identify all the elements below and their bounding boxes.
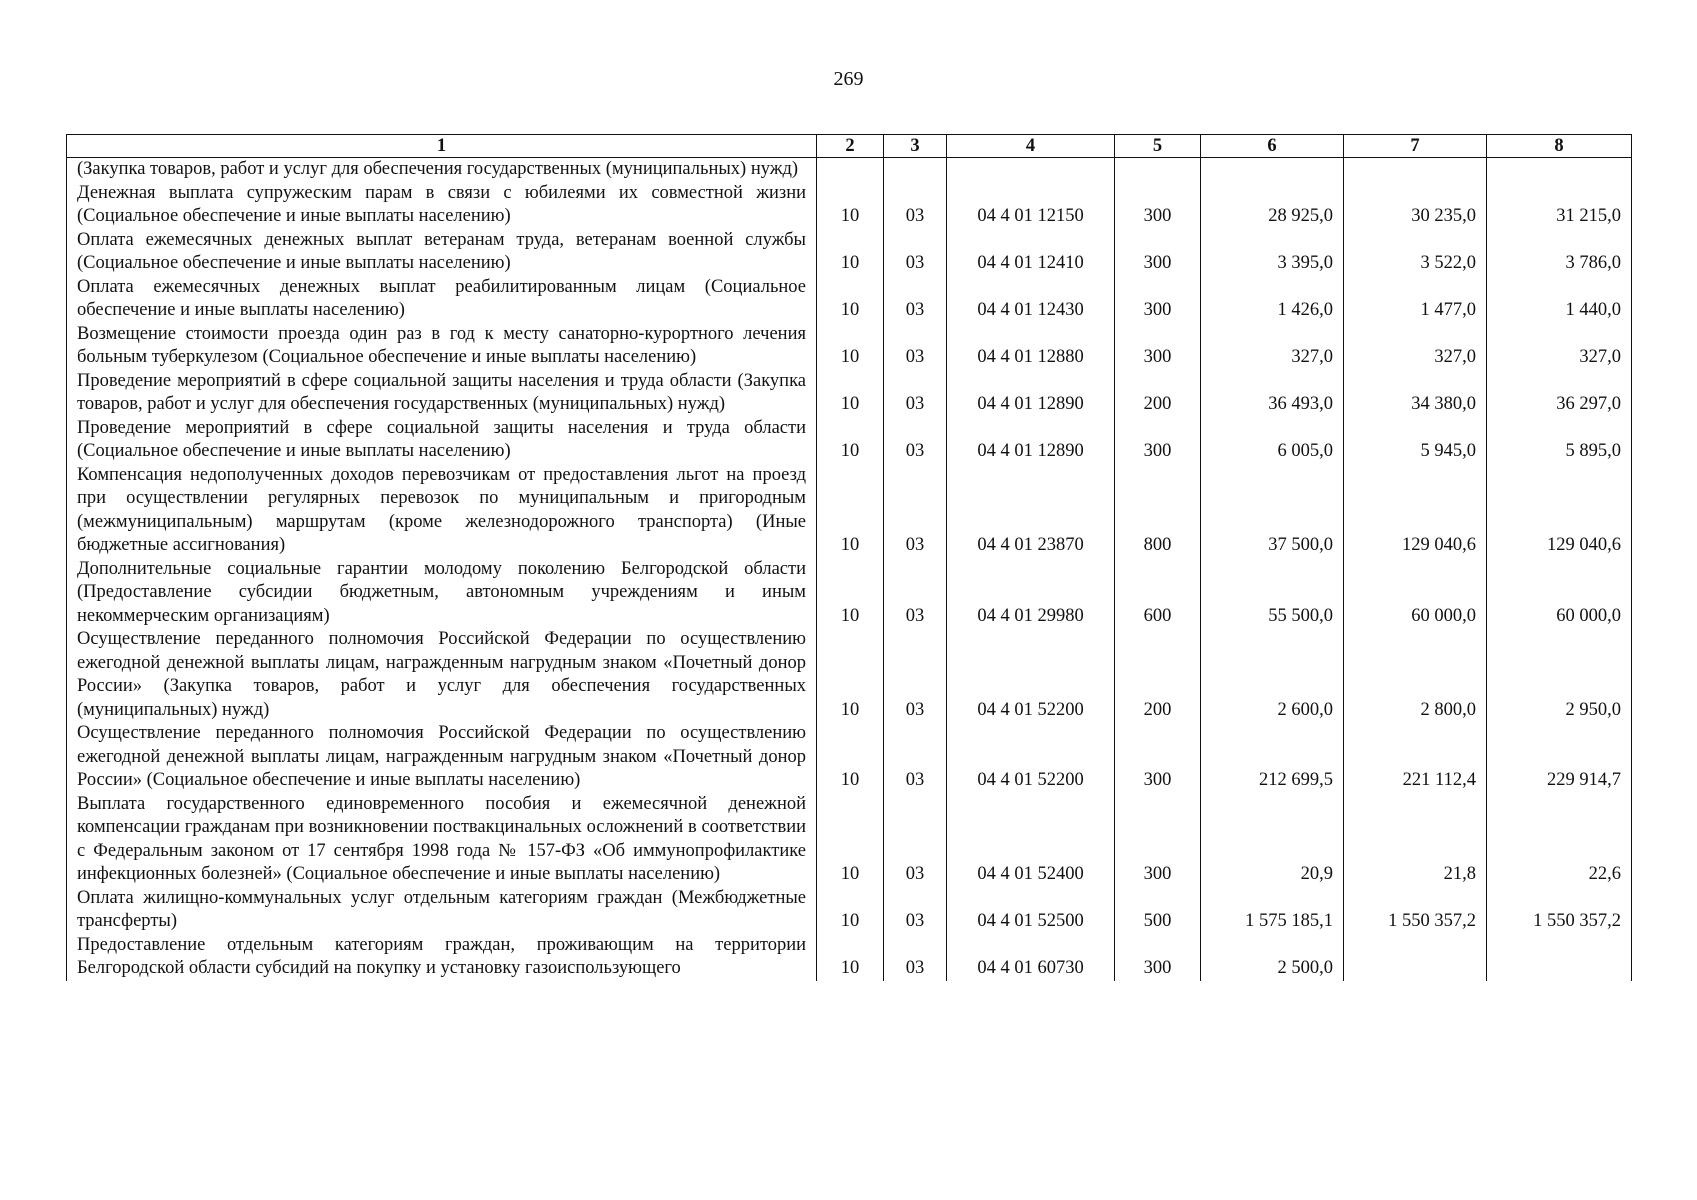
row-name-cell: Проведение мероприятий в сфере социальной защиты населения и труда области (Закупка товаров, работ и услуг для обеспечения государственных (муниципальных) нужд) (67, 370, 817, 417)
row-subsection-cell: 03 (884, 182, 947, 229)
table-row (67, 558, 1632, 629)
row-name-cell: Возмещение стоимости проезда один раз в год к месту санаторно-курортного лечения больным туберкулезом (Социальное обеспечение и иные выплаты населению) (67, 323, 817, 370)
table-row (67, 793, 1632, 887)
row-target-article-cell: 04 4 01 23870 (947, 464, 1115, 558)
row-expense-type-cell: 300 (1115, 182, 1201, 229)
header-col-6: 6 (1201, 135, 1344, 158)
row-expense-type-cell: 200 (1115, 628, 1201, 722)
header-col-4: 4 (947, 135, 1115, 158)
budget-table (66, 134, 1632, 981)
row-target-article-cell: 04 4 01 12880 (947, 323, 1115, 370)
row-expense-type-cell: 500 (1115, 887, 1201, 934)
row-section-cell: 10 (817, 276, 884, 323)
header-col-2: 2 (817, 135, 884, 158)
table-row (67, 158, 1632, 182)
row-subsection-cell: 03 (884, 722, 947, 793)
row-subsection-cell: 03 (884, 628, 947, 722)
row-target-article-cell (947, 158, 1115, 182)
row-subsection-cell: 03 (884, 417, 947, 464)
page-number: 269 (833, 68, 864, 90)
row-name-cell: Компенсация недополученных доходов перевозчикам от предоставления льгот на проезд при осуществлении регулярных перевозок по муниципальным и пригородным (межмуниципальным) маршрутам (кроме железнодорожного транспорта) (Иные бюджетные ассигнования) (67, 464, 817, 558)
row-name-cell: Предоставление отдельным категориям граждан, проживающим на территории Белгородской области субсидий на покупку и установку газоиспользующего (67, 934, 817, 981)
row-name-cell: Проведение мероприятий в сфере социальной защиты населения и труда области (Социальное обеспечение и иные выплаты населению) (67, 417, 817, 464)
table-row (67, 229, 1632, 276)
row-expense-type-cell: 300 (1115, 417, 1201, 464)
row-expense-type-cell: 300 (1115, 276, 1201, 323)
row-section-cell: 10 (817, 323, 884, 370)
row-amount-2-cell: 1 550 357,2 (1344, 887, 1487, 934)
row-amount-3-cell (1487, 934, 1632, 981)
header-col-3: 3 (884, 135, 947, 158)
row-name-cell: (Закупка товаров, работ и услуг для обеспечения государственных (муниципальных) нужд) (67, 158, 817, 182)
table-row (67, 417, 1632, 464)
row-amount-3-cell: 60 000,0 (1487, 558, 1632, 629)
row-subsection-cell: 03 (884, 887, 947, 934)
row-section-cell: 10 (817, 934, 884, 981)
row-amount-3-cell: 5 895,0 (1487, 417, 1632, 464)
row-expense-type-cell: 600 (1115, 558, 1201, 629)
row-target-article-cell: 04 4 01 52500 (947, 887, 1115, 934)
row-expense-type-cell: 200 (1115, 370, 1201, 417)
row-expense-type-cell: 300 (1115, 934, 1201, 981)
row-subsection-cell: 03 (884, 793, 947, 887)
header-col-7: 7 (1344, 135, 1487, 158)
row-amount-1-cell: 28 925,0 (1201, 182, 1344, 229)
row-amount-1-cell: 36 493,0 (1201, 370, 1344, 417)
table-row (67, 628, 1632, 722)
row-amount-2-cell: 129 040,6 (1344, 464, 1487, 558)
row-section-cell: 10 (817, 417, 884, 464)
row-subsection-cell: 03 (884, 229, 947, 276)
row-section-cell: 10 (817, 464, 884, 558)
row-amount-3-cell (1487, 158, 1632, 182)
row-subsection-cell: 03 (884, 323, 947, 370)
header-col-1: 1 (67, 135, 817, 158)
row-expense-type-cell (1115, 158, 1201, 182)
row-amount-2-cell: 21,8 (1344, 793, 1487, 887)
row-amount-1-cell: 1 575 185,1 (1201, 887, 1344, 934)
row-amount-3-cell: 36 297,0 (1487, 370, 1632, 417)
table-row (67, 370, 1632, 417)
row-amount-2-cell: 327,0 (1344, 323, 1487, 370)
table-row (67, 182, 1632, 229)
row-target-article-cell: 04 4 01 12890 (947, 417, 1115, 464)
header-col-5: 5 (1115, 135, 1201, 158)
row-section-cell: 10 (817, 887, 884, 934)
row-amount-1-cell (1201, 158, 1344, 182)
table-row (67, 276, 1632, 323)
row-expense-type-cell: 300 (1115, 323, 1201, 370)
row-amount-3-cell: 31 215,0 (1487, 182, 1632, 229)
row-amount-2-cell: 30 235,0 (1344, 182, 1487, 229)
row-target-article-cell: 04 4 01 52200 (947, 722, 1115, 793)
row-target-article-cell: 04 4 01 29980 (947, 558, 1115, 629)
row-amount-1-cell: 212 699,5 (1201, 722, 1344, 793)
row-amount-2-cell: 2 800,0 (1344, 628, 1487, 722)
header-row (67, 135, 1632, 158)
row-amount-3-cell: 129 040,6 (1487, 464, 1632, 558)
row-section-cell (817, 158, 884, 182)
row-section-cell: 10 (817, 628, 884, 722)
row-name-cell: Оплата жилищно-коммунальных услуг отдельным категориям граждан (Межбюджетные трансферты) (67, 887, 817, 934)
row-name-cell: Осуществление переданного полномочия Российской Федерации по осуществлению ежегодной денежной выплаты лицам, награжденным нагрудным знаком «Почетный донор России» (Закупка товаров, работ и услуг для обеспечения государственных (муниципальных) нужд) (67, 628, 817, 722)
row-amount-1-cell: 6 005,0 (1201, 417, 1344, 464)
row-target-article-cell: 04 4 01 60730 (947, 934, 1115, 981)
row-expense-type-cell: 800 (1115, 464, 1201, 558)
row-target-article-cell: 04 4 01 52200 (947, 628, 1115, 722)
table-row (67, 323, 1632, 370)
row-target-article-cell: 04 4 01 12150 (947, 182, 1115, 229)
row-expense-type-cell: 300 (1115, 229, 1201, 276)
row-name-cell: Оплата ежемесячных денежных выплат реабилитированным лицам (Социальное обеспечение и иные выплаты населению) (67, 276, 817, 323)
row-amount-3-cell: 327,0 (1487, 323, 1632, 370)
table-row (67, 934, 1632, 981)
row-expense-type-cell: 300 (1115, 722, 1201, 793)
row-amount-3-cell: 229 914,7 (1487, 722, 1632, 793)
row-amount-2-cell: 3 522,0 (1344, 229, 1487, 276)
row-name-cell: Осуществление переданного полномочия Российской Федерации по осуществлению ежегодной денежной выплаты лицам, награжденным нагрудным знаком «Почетный донор России» (Социальное обеспечение и иные выплаты населению) (67, 722, 817, 793)
table-row (67, 464, 1632, 558)
row-section-cell: 10 (817, 229, 884, 276)
row-amount-2-cell: 221 112,4 (1344, 722, 1487, 793)
row-amount-1-cell: 37 500,0 (1201, 464, 1344, 558)
row-subsection-cell: 03 (884, 934, 947, 981)
row-amount-2-cell (1344, 934, 1487, 981)
row-amount-2-cell (1344, 158, 1487, 182)
header-col-8: 8 (1487, 135, 1632, 158)
row-amount-1-cell: 3 395,0 (1201, 229, 1344, 276)
row-amount-3-cell: 2 950,0 (1487, 628, 1632, 722)
row-amount-1-cell: 2 600,0 (1201, 628, 1344, 722)
row-amount-1-cell: 55 500,0 (1201, 558, 1344, 629)
row-amount-2-cell: 1 477,0 (1344, 276, 1487, 323)
row-target-article-cell: 04 4 01 52400 (947, 793, 1115, 887)
row-amount-3-cell: 22,6 (1487, 793, 1632, 887)
row-subsection-cell: 03 (884, 276, 947, 323)
row-section-cell: 10 (817, 722, 884, 793)
row-amount-3-cell: 1 440,0 (1487, 276, 1632, 323)
row-subsection-cell: 03 (884, 370, 947, 417)
row-section-cell: 10 (817, 182, 884, 229)
row-amount-3-cell: 1 550 357,2 (1487, 887, 1632, 934)
row-amount-3-cell: 3 786,0 (1487, 229, 1632, 276)
row-amount-1-cell: 20,9 (1201, 793, 1344, 887)
row-amount-2-cell: 60 000,0 (1344, 558, 1487, 629)
table-row (67, 887, 1632, 934)
row-section-cell: 10 (817, 370, 884, 417)
table-row (67, 722, 1632, 793)
row-amount-1-cell: 2 500,0 (1201, 934, 1344, 981)
row-expense-type-cell: 300 (1115, 793, 1201, 887)
row-amount-2-cell: 34 380,0 (1344, 370, 1487, 417)
table-body (67, 158, 1632, 981)
row-section-cell: 10 (817, 793, 884, 887)
row-subsection-cell: 03 (884, 558, 947, 629)
row-name-cell: Дополнительные социальные гарантии молодому поколению Белгородской области (Предоставление субсидии бюджетным, автономным учреждениям и иным некоммерческим организациям) (67, 558, 817, 629)
row-subsection-cell: 03 (884, 464, 947, 558)
row-section-cell: 10 (817, 558, 884, 629)
row-target-article-cell: 04 4 01 12430 (947, 276, 1115, 323)
row-name-cell: Выплата государственного единовременного пособия и ежемесячной денежной компенсации гражданам при возникновении поствакцинальных осложнений в соответствии с Федеральным законом от 17 сентября 1998 года № 157-ФЗ «Об иммунопрофилактике инфекционных болезней» (Социальное обеспечение и иные выплаты населению) (67, 793, 817, 887)
row-amount-1-cell: 327,0 (1201, 323, 1344, 370)
row-name-cell: Оплата ежемесячных денежных выплат ветеранам труда, ветеранам военной службы (Социальное обеспечение и иные выплаты населению) (67, 229, 817, 276)
row-amount-2-cell: 5 945,0 (1344, 417, 1487, 464)
row-subsection-cell (884, 158, 947, 182)
row-target-article-cell: 04 4 01 12890 (947, 370, 1115, 417)
row-name-cell: Денежная выплата супружеским парам в связи с юбилеями их совместной жизни (Социальное обеспечение и иные выплаты населению) (67, 182, 817, 229)
row-amount-1-cell: 1 426,0 (1201, 276, 1344, 323)
row-target-article-cell: 04 4 01 12410 (947, 229, 1115, 276)
